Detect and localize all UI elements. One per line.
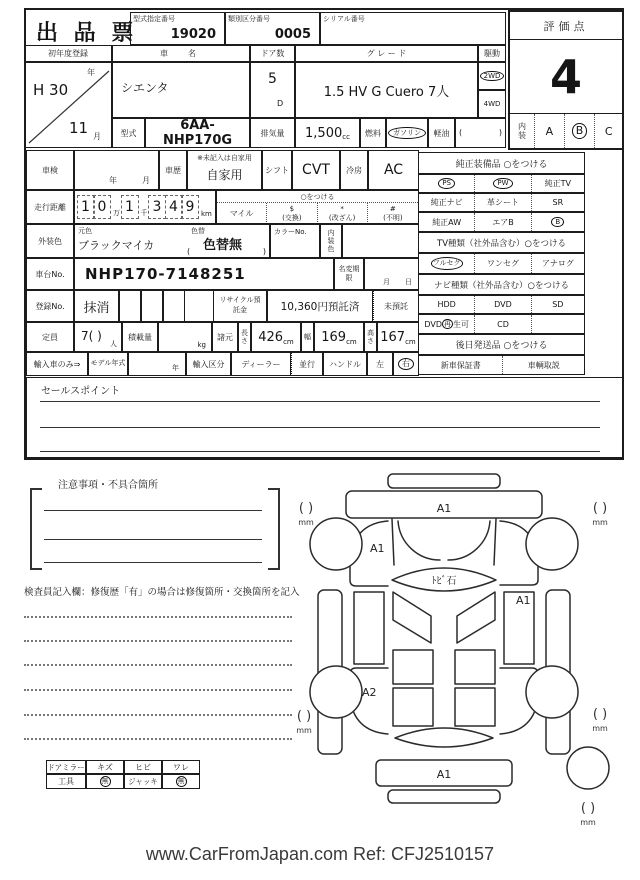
model-designation-box	[130, 12, 225, 45]
plate-cell-3	[163, 290, 185, 322]
mileage-mark-zone	[216, 190, 419, 224]
class-code-value: 0005	[274, 27, 311, 42]
rear-door-right-upper	[455, 650, 495, 684]
import-class-label: 輸入区分	[186, 352, 231, 376]
import-dealer: ディーラー	[231, 352, 291, 376]
wheel-rear-left	[310, 666, 362, 718]
front-door-right	[457, 592, 495, 643]
sales-point-box	[26, 377, 623, 458]
handle-label: ハンドル	[323, 352, 367, 376]
serial-label: シリアル番号	[323, 15, 365, 23]
doors-suffix: D	[277, 99, 284, 108]
color-no-cell: カラーNo.	[270, 224, 320, 258]
inspector-line-2	[24, 640, 292, 642]
equip-pw-selected: PW	[474, 175, 530, 192]
wheel-front-left	[310, 518, 362, 570]
capacity-label: 定員	[26, 322, 74, 352]
sill-left	[354, 592, 384, 664]
wheel-rear-right	[526, 666, 578, 718]
interior-grade-a: A	[534, 114, 564, 148]
serial-box	[320, 12, 506, 45]
navi-dvd: DVD	[474, 296, 530, 313]
load-label: 積載量	[122, 322, 158, 352]
shaken-month-unit: 月	[142, 176, 150, 185]
ext-color-cell: 元色 ブラックマイカ 色替 色替無 ( )	[74, 224, 270, 258]
model-year-cell: 年	[128, 352, 186, 376]
fuel-diesel: 軽油	[428, 118, 455, 148]
rear-window	[395, 728, 493, 747]
mm-label-br: mm	[592, 724, 608, 733]
model-code-value: 6AA-NHP170G	[145, 118, 250, 148]
inspector-title: 検査員記入欄：修復歴「有」の場合は修復箇所・交換箇所を記入	[24, 587, 300, 598]
drive-4wd: 4WD	[478, 90, 506, 118]
inspector-line-1	[24, 616, 292, 618]
car-damage-diagram	[288, 468, 640, 860]
navi-row-2	[418, 314, 585, 334]
mm-label-tl: mm	[298, 518, 314, 527]
doors-value: 5	[268, 71, 277, 87]
notes-line-1	[44, 510, 262, 511]
front-door-left	[393, 592, 431, 643]
dollar-option: $ (交換)	[266, 203, 316, 224]
equip-oem-navi: 純正ナビ	[430, 198, 463, 207]
dims-label: 諸元	[212, 322, 238, 352]
reg-no-label: 登録No.	[26, 290, 74, 322]
notes-bracket-left	[30, 488, 42, 570]
rename-deadline-label: 名変期限	[334, 258, 364, 290]
star-option: * (改ざん)	[317, 203, 367, 224]
rear-bumper-lower	[388, 790, 500, 803]
hood-left-edge	[392, 519, 394, 565]
equip-oem-aw: 純正AW	[432, 217, 462, 227]
later-ship-row	[418, 355, 585, 375]
sen-unit: 千	[140, 209, 148, 217]
man-unit: 万	[113, 209, 120, 217]
model-year-label: モデル年式	[88, 352, 128, 376]
class-code-label: 類別区分番号	[228, 15, 270, 23]
inspector-line-3	[24, 664, 292, 666]
base-color-label: 元色	[78, 227, 92, 235]
mm-bracket-tr: ( )	[592, 501, 608, 516]
tv-fullseg-selected: フルセグ	[419, 254, 474, 273]
interior-grade-label: 内装	[517, 122, 527, 140]
oem-row-3	[418, 212, 585, 232]
hood-right-edge	[494, 519, 496, 565]
mm-label-tr: mm	[592, 518, 608, 527]
cool-value: AC	[368, 150, 419, 190]
recycle-label: リサイクル預託金	[213, 290, 267, 322]
score-label: 評価点	[510, 12, 622, 40]
mirror-label: ドアミラー	[46, 760, 86, 774]
history-value: 自家用	[206, 168, 243, 182]
mark-windshield-chip: ﾄﾋﾞ石	[431, 576, 457, 587]
handle-right-selected: 右	[393, 352, 419, 376]
displacement-label: 排気量	[250, 118, 295, 148]
navi-type-header: ナビ種類（社外品含む）○をつける	[418, 274, 585, 295]
navi-dvd-play-selected: DVD 再 生可	[424, 319, 469, 329]
score-box	[508, 10, 624, 150]
model-code-label: 型式	[112, 118, 145, 148]
length-value: 426 cm	[251, 322, 301, 352]
car-name-label: 車 名	[112, 45, 250, 62]
grade-label: グ レ ー ド	[295, 45, 478, 62]
scratch-label: キズ	[86, 760, 124, 774]
rear-door-left-upper	[393, 650, 433, 684]
mileage-digit: 1	[77, 195, 95, 219]
split-label: ワレ	[162, 760, 200, 774]
height-label: 高さ	[364, 322, 377, 352]
mm-bracket-tl: ( )	[298, 501, 314, 516]
first-reg-year: H 30	[33, 81, 69, 99]
hood-arch-right	[448, 521, 490, 560]
oem-row-1	[418, 174, 585, 193]
model-designation-label: 型式指定番号	[133, 15, 175, 23]
drive-2wd-selected: 2WD	[478, 62, 506, 90]
fuel-other-paren: ( )	[455, 118, 506, 148]
base-color-value: ブラックマイカ	[78, 239, 155, 252]
interior-grade-b-selected: B	[564, 114, 595, 148]
first-reg-label: 初年度登録	[24, 45, 112, 62]
mileage-label: 走行距離	[26, 190, 74, 224]
doors-label: ドア数	[250, 45, 295, 62]
mm-bracket-bl: ( )	[296, 709, 312, 724]
oem-row-2	[418, 193, 585, 212]
plate-gap	[185, 290, 213, 322]
footer-ref: www.CarFromJapan.com Ref: CFJ2510157	[145, 844, 495, 864]
rename-deadline-cell: 月 日	[364, 258, 419, 290]
history-note: ※未記入は自家用	[197, 154, 252, 162]
tv-type-row	[418, 253, 585, 274]
mm-bracket-spare: ( )	[580, 801, 596, 816]
wheel-front-right	[526, 518, 578, 570]
rear-door-left-lower	[393, 688, 433, 726]
hood-arch-left	[398, 521, 440, 560]
shift-value: CVT	[292, 150, 340, 190]
grade-value: 1.5 HV G Cuero 7人	[295, 62, 478, 118]
inspector-line-5	[24, 714, 292, 716]
sales-line-1	[40, 401, 600, 402]
tv-analog: アナログ	[531, 254, 584, 273]
mark-front-left-fender: A1	[370, 542, 385, 555]
sales-line-2	[40, 427, 600, 428]
capacity-value: 7( ) 人	[74, 322, 122, 352]
import-parallel: 並行	[291, 352, 323, 376]
equip-oem-tv: 純正TV	[531, 175, 584, 192]
width-label: 幅	[301, 322, 314, 352]
doors-cell	[250, 62, 295, 118]
import-only-label: 輸入車のみ⇒	[26, 352, 88, 376]
cool-label: 冷房	[340, 150, 368, 190]
first-reg-cell	[24, 62, 112, 148]
plate-cell-1	[119, 290, 141, 322]
mark-rear-left-wheel: A2	[362, 686, 377, 699]
mm-bracket-br: ( )	[592, 707, 608, 722]
shaken-year-unit: 年	[109, 176, 117, 185]
warranty-book: 新車保証書	[440, 360, 481, 370]
navi-cd: CD	[474, 315, 530, 333]
notes-line-3	[44, 562, 262, 563]
fuel-label: 燃料	[360, 118, 386, 148]
equip-ps-selected: PS	[419, 175, 474, 192]
tool-label: 工具	[46, 774, 86, 789]
chassis-no-label: 車台No.	[26, 258, 74, 290]
navi-hdd: HDD	[437, 300, 456, 309]
navi-sd: SD	[531, 296, 584, 313]
jack-none-selected: 無	[162, 774, 200, 789]
tool-none-selected: 無	[86, 774, 124, 789]
load-value: kg	[158, 322, 212, 352]
height-value: 167 cm	[377, 322, 419, 352]
model-designation-value: 19020	[170, 27, 216, 42]
drive-label: 駆動	[478, 45, 506, 62]
fuel-gas-selected: ガソリン	[386, 118, 428, 148]
color-change-value: 色替無	[203, 238, 243, 253]
tv-type-header: TV種類（社外品含む）○をつける	[418, 232, 585, 253]
navi-empty	[531, 315, 584, 333]
class-code-box	[225, 12, 320, 45]
later-ship-header: 後日発送品 ○をつける	[418, 334, 585, 355]
tv-oneseg: ワンセグ	[474, 254, 530, 273]
notes-bracket-right	[268, 488, 280, 570]
equip-leather: 革シート	[474, 194, 530, 211]
interior-grade-c: C	[594, 114, 622, 148]
first-reg-month: 11	[69, 119, 89, 137]
mile-option: マイル	[229, 209, 254, 218]
chassis-no-value: NHP170-7148251	[74, 258, 334, 290]
first-reg-year-unit: 年	[87, 68, 95, 77]
sales-line-3	[40, 451, 600, 452]
notes-title: 注意事項・不具合箇所	[58, 480, 158, 491]
color-change-label: 色替	[191, 227, 205, 235]
mm-label-bl: mm	[296, 726, 312, 735]
hash-option: # (不明)	[367, 203, 418, 224]
width-value: 169 cm	[314, 322, 364, 352]
notes-line-2	[44, 539, 262, 540]
not-deposited: 未預託	[373, 290, 419, 322]
interior-color-cell	[342, 224, 419, 258]
mark-right-side: A1	[516, 594, 531, 607]
ext-color-label: 外装色	[26, 224, 74, 258]
handle-left: 左	[367, 352, 393, 376]
equip-b-selected: B	[531, 213, 584, 231]
history-cell	[187, 150, 262, 190]
mark-rear-bumper: A1	[436, 768, 452, 781]
vehicle-manual: 車輌取説	[502, 356, 584, 374]
sales-point-label: セールスポイント	[41, 386, 121, 397]
inspector-line-4	[24, 689, 292, 691]
first-reg-month-unit: 月	[93, 132, 101, 141]
mark-front-bumper: A1	[436, 502, 452, 515]
equip-sr: SR	[531, 194, 584, 211]
displacement-value: 1,500 cc	[295, 118, 360, 148]
mark-header: ○をつける	[217, 191, 418, 203]
rear-door-right-lower	[455, 688, 495, 726]
equip-airbag: エアB	[474, 213, 530, 231]
mileage-digits-cell: 1 0 万 1 千 3 4 9 km	[74, 190, 216, 224]
length-label: 長さ	[238, 322, 251, 352]
score-value: 4	[549, 49, 582, 104]
car-name: シエンタ	[112, 62, 250, 118]
jack-label: ジャッキ	[124, 774, 162, 789]
navi-row-1	[418, 295, 585, 314]
oem-equip-header: 純正装備品 ○をつける	[418, 152, 585, 174]
reg-no-value: 抹消	[74, 290, 119, 322]
plate-cell-2	[141, 290, 163, 322]
interior-color-label: 内装色	[320, 224, 342, 258]
mm-label-spare: mm	[580, 818, 596, 827]
front-bumper-top	[388, 474, 500, 488]
crack-label: ヒビ	[124, 760, 162, 774]
history-label: 車歴	[159, 150, 187, 190]
shaken-date-cell	[74, 150, 159, 190]
shift-label: シフト	[262, 150, 292, 190]
recycle-value: 10,360円預託済	[267, 290, 373, 322]
shaken-label: 車検	[26, 150, 74, 190]
inspector-line-6	[24, 738, 292, 740]
km-unit: km	[201, 210, 212, 218]
spare-tire	[567, 747, 609, 789]
page-title: 出 品 票	[36, 21, 138, 46]
